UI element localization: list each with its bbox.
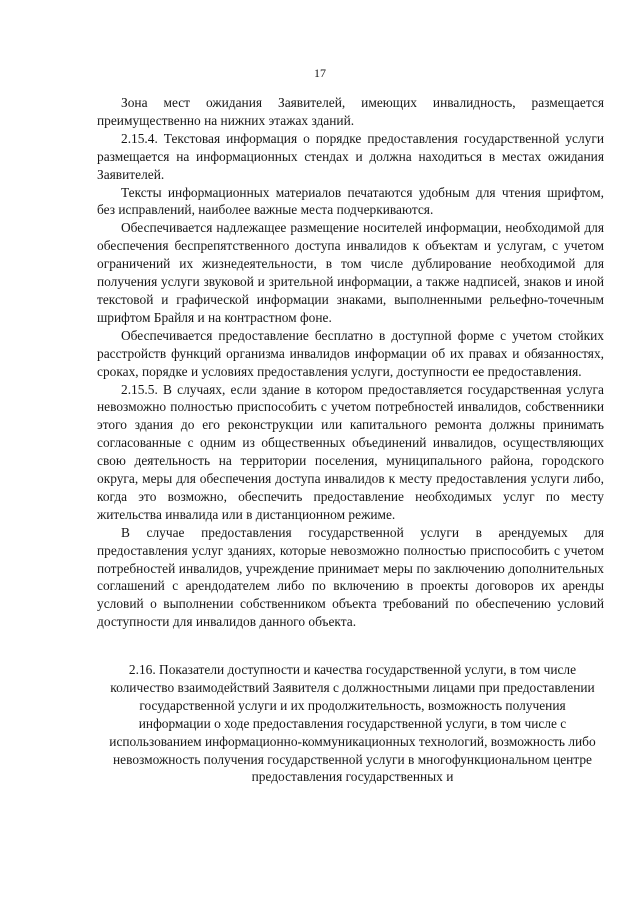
section-heading-text: 2.16. Показатели доступности и качества государственной услуги, в том числе количество взаимодействий Заявителя с должностными лицами при предоставлении государственной услуги и их продолжительность, возможность получения информации о ходе предоставления государственной услуги, в том числе с использованием информационно-коммуникационных технологий, возможность либо невозможность получения государственной услуги в многофункциональном центре предоставления государственных и	[109, 662, 596, 785]
paragraph-2-15-5: 2.15.5. В случаях, если здание в котором предоставляется государственная услуга невозможно полностью приспособить с учетом потребностей инвалидов, собственники этого здания до его реконструкции или капитального ремонта должны принимать согласованные с одним из общественных объединений инвалидов, осуществляющих свою деятельность на территории поселения, муниципального района, городского округа, меры для обеспечения доступа инвалидов к месту предоставления услуги либо, когда это возможно, обеспечить предоставление необходимых услуг по месту жительства инвалида или в дистанционном режиме.	[97, 381, 604, 522]
paragraph-waiting-area: Зона мест ожидания Заявителей, имеющих инвалидность, размещается преимущественно на нижних этажах зданий.	[97, 95, 604, 128]
paragraph-info-materials: Тексты информационных материалов печатаются удобным для чтения шрифтом, без исправлений, наиболее важные места подчеркиваются.	[97, 184, 604, 218]
page-number: 17	[314, 66, 326, 80]
paragraph-rented-buildings: В случае предоставления государственной услуги в арендуемых для предоставления услуг зданиях, которые невозможно полностью приспособить с учетом потребностей инвалидов, учреждение принимает меры по заключению дополнительных соглашений с арендодателем либо по включению в проекты договоров их аренды условий о выполнении собственником объекта требований по обеспечению условий доступности для инвалидов данного объекта.	[97, 524, 604, 630]
section-heading-2-16	[104, 661, 601, 786]
paragraph-free-information: Обеспечивается предоставление бесплатно в доступной форме с учетом стойких расстройств функций организма инвалидов информации об их правах и обязанностях, сроках, порядке и условиях предоставления услуги, доступности ее предоставления.	[97, 327, 604, 379]
paragraph-2-15-4: 2.15.4. Текстовая информация о порядке предоставления государственной услуги размещается на информационных стендах и должна находиться в местах ожидания Заявителей.	[97, 130, 604, 182]
paragraph-info-carriers: Обеспечивается надлежащее размещение носителей информации, необходимой для обеспечения беспрепятственного доступа инвалидов к объектам и услугам, с учетом ограничений их жизнедеятельности, в том числе дублирование необходимой для получения услуги звуковой и зрительной информации, а также надписей, знаков и иной текстовой и графической информации знаками, выполненными рельефно-точечным шрифтом Брайля и на контрастном фоне.	[97, 220, 604, 325]
document-body	[97, 94, 604, 631]
